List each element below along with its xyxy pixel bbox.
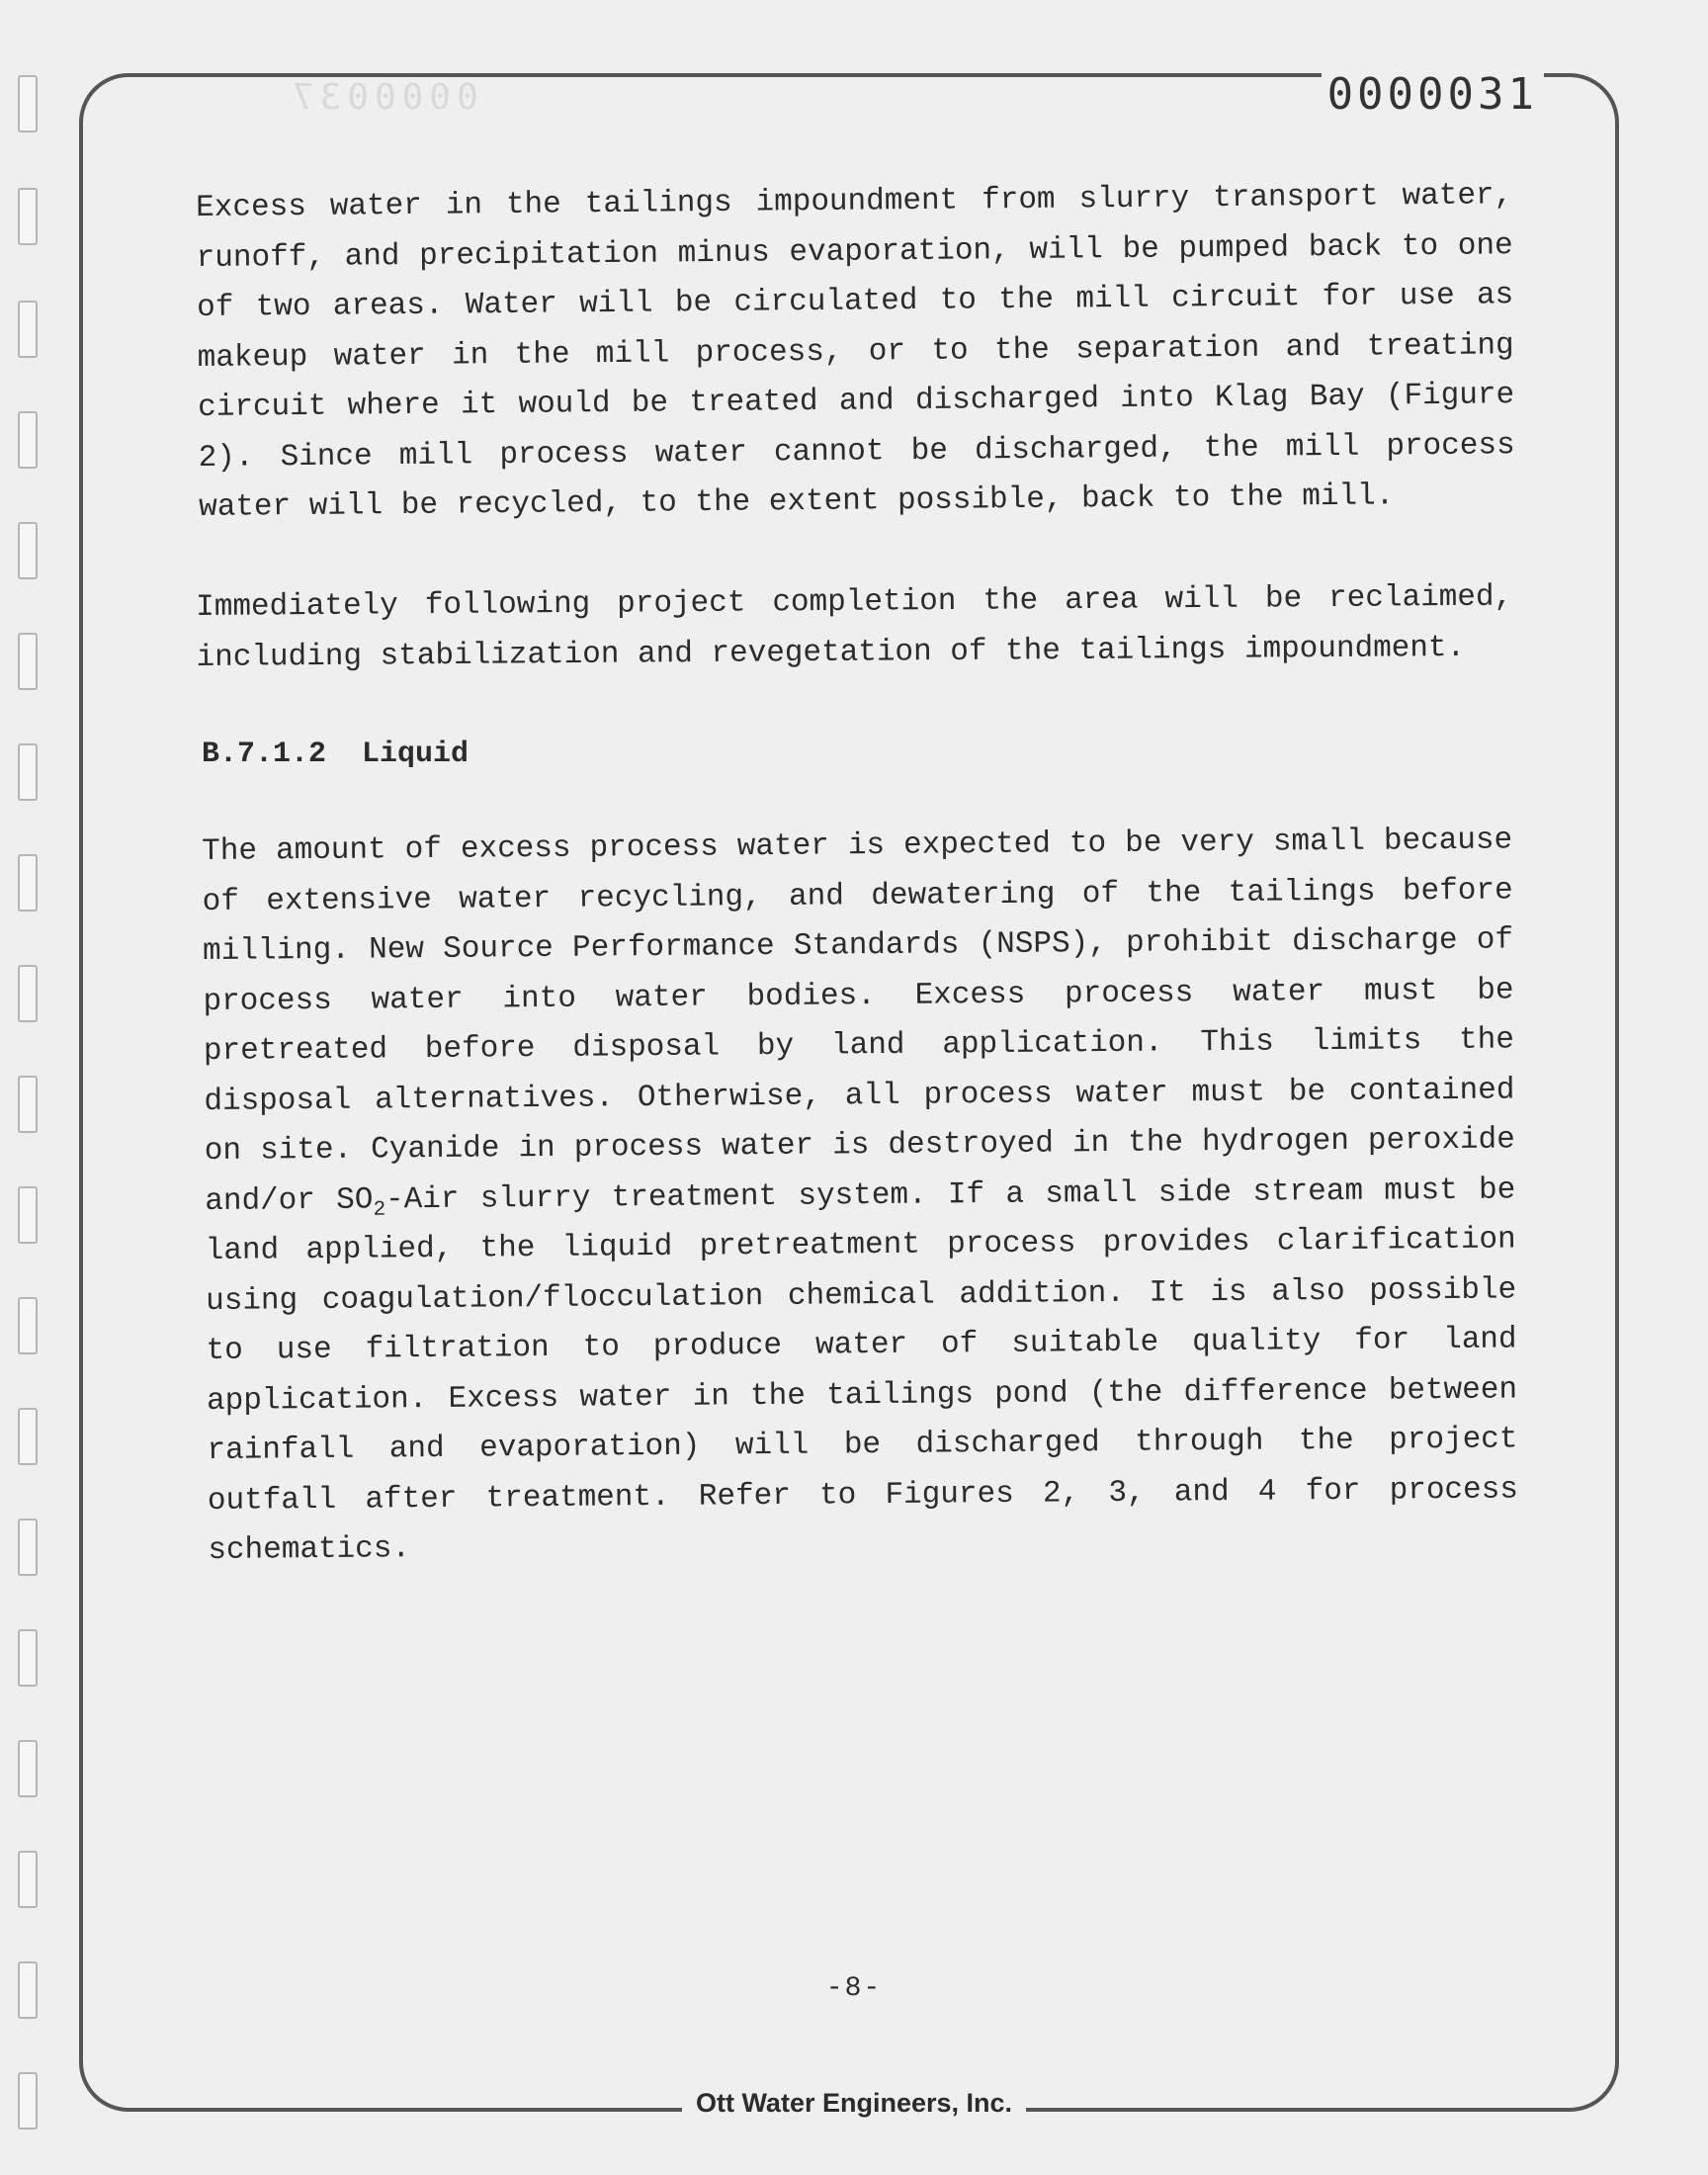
binder-holes bbox=[18, 75, 47, 2151]
page-number: -8- bbox=[825, 1973, 883, 2004]
binder-hole bbox=[18, 75, 38, 132]
binder-hole bbox=[18, 1297, 38, 1354]
footer bbox=[0, 2088, 1708, 2119]
binder-hole bbox=[18, 411, 38, 469]
binder-hole bbox=[18, 633, 38, 690]
document-number: 0000031 bbox=[1322, 69, 1544, 120]
section-heading bbox=[202, 735, 1512, 774]
paragraph-liquid-part-2: -Air slurry treatment system. If a small side stream must be land applied, the liquid pretreatment process provides clarification using coagulation/flocculation chemical addition. It is also possible to use filtration to produce water of suitable quality for land application. Excess water in the tailings pond (the difference between rainfall and evaporation) will be discharged through the project outfall after treatment. Refer to Figures 2, 3, and 4 for process schematics. bbox=[205, 1172, 1519, 1568]
bleed-through-number: 0000037 bbox=[287, 77, 478, 118]
binder-hole bbox=[18, 1408, 38, 1465]
binder-hole bbox=[18, 1186, 38, 1244]
page-content bbox=[196, 178, 1519, 1576]
binder-hole bbox=[18, 1740, 38, 1797]
binder-hole bbox=[18, 188, 38, 245]
binder-hole bbox=[18, 854, 38, 912]
footer-company-name: Ott Water Engineers, Inc. bbox=[682, 2088, 1026, 2119]
binder-hole bbox=[18, 1519, 38, 1576]
binder-hole bbox=[18, 522, 38, 579]
section-number: B.7.1.2 bbox=[202, 737, 327, 771]
binder-hole bbox=[18, 1076, 38, 1133]
binder-hole bbox=[18, 965, 38, 1022]
binder-hole bbox=[18, 743, 38, 801]
so2-subscript: 2 bbox=[373, 1197, 386, 1221]
binder-hole bbox=[18, 1629, 38, 1687]
binder-hole bbox=[18, 1851, 38, 1908]
paragraph-liquid bbox=[202, 816, 1519, 1576]
section-title: Liquid bbox=[362, 737, 470, 771]
binder-hole bbox=[18, 301, 38, 358]
paragraph-liquid-part-1: The amount of excess process water is expected to be very small because of extensive water recycling, and dewatering of the tailings before milling. New Source Performance Standards (NSPS), prohibit discharge of process water into water bodies. Excess process water must be pretreated before disposal by land application. This limits the disposal alternatives. Otherwise, all process water must be contained on site. Cyanide in process water is destroyed in the hydrogen peroxide and/or SO bbox=[202, 822, 1515, 1218]
paragraph-tailings-water: Excess water in the tailings impoundment from slurry transport water, runoff, and precipitation minus evaporation, will be pumped back to one of two areas. Water will be circulated to the mill circuit for use as makeup water in the mill process, or to the separation and treating circuit where it would be treated and discharged into Klag Bay (Figure 2). Since mill process water cannot be discharged, the mill process water will be recycled, to the extent possible, back to the mill. bbox=[196, 178, 1515, 525]
paragraph-reclamation: Immediately following project completion the area will be reclaimed, including stabilization and revegetation of the tailings impoundment. bbox=[196, 579, 1513, 674]
